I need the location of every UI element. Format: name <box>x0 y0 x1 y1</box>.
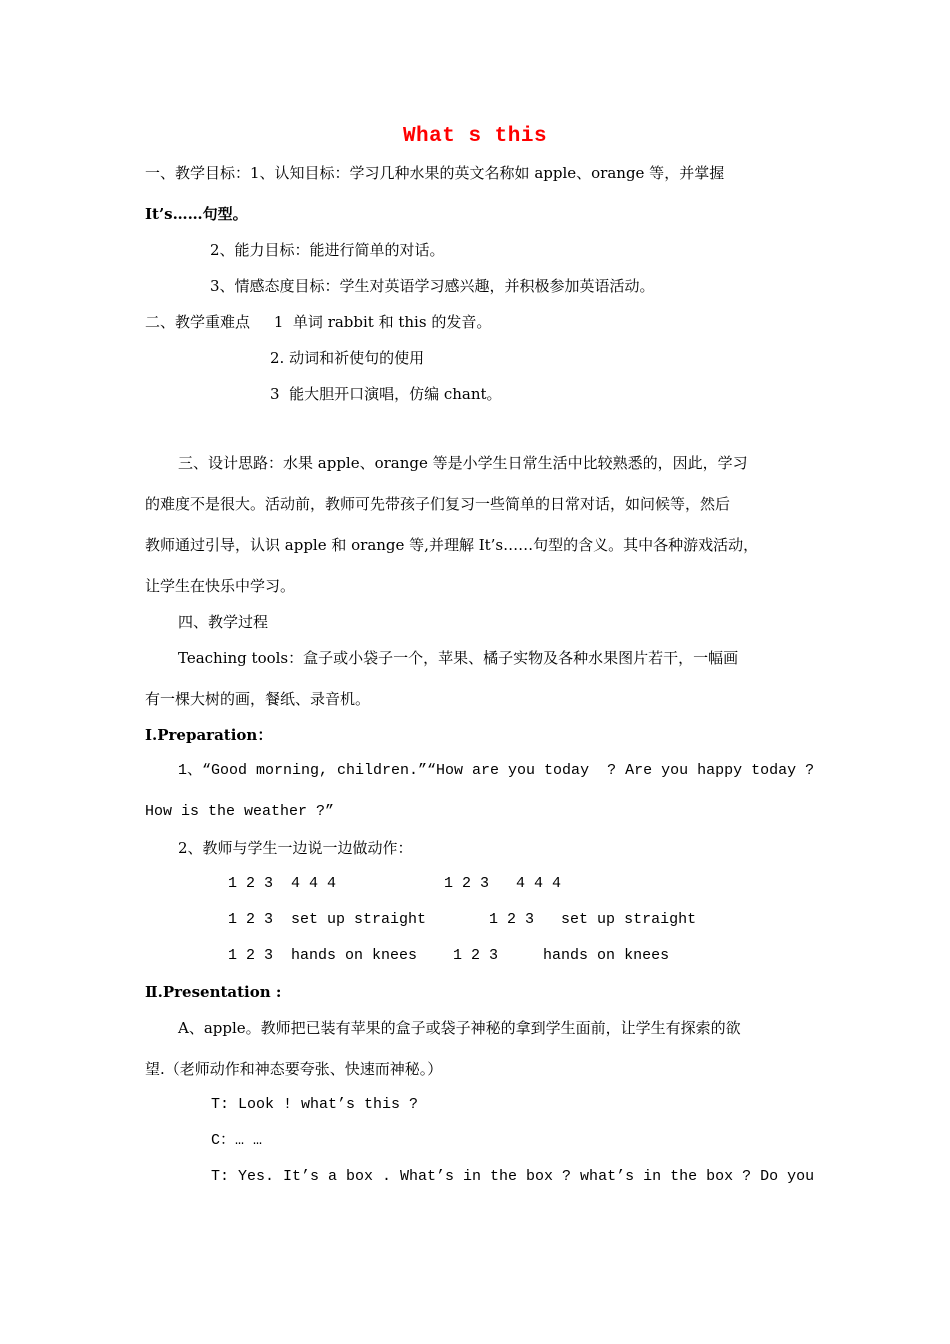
chant-line-2: 1 2 3 set up straight 1 2 3 set up straight <box>228 911 697 928</box>
preparation-heading: Ⅰ.Preparation： <box>145 726 273 744</box>
dialog-line-1: T: Look ! what’s this ? <box>211 1096 419 1113</box>
objectives-line-1: 一、教学目标：1、认知目标：学习几种水果的英文名称如 apple、orange 等，并掌握 <box>145 164 725 182</box>
attitude-goal: 3、情感态度目标：学生对英语学习感兴趣，并积极参加英语活动。 <box>210 277 655 295</box>
chant-line-1: 1 2 3 4 4 4 1 2 3 4 4 4 <box>228 875 562 892</box>
page-title: What s this <box>402 125 548 148</box>
apple-line-2: 望.（老师动作和神态要夸张、快速而神秘。） <box>145 1060 443 1078</box>
greeting-line-2: How is the weather ?” <box>145 803 335 820</box>
objectives-line-2: It’s……句型。 <box>145 205 248 223</box>
key-points-2: 2. 动词和祈使句的使用 <box>270 349 425 367</box>
tools-line-1: Teaching tools：盒子或小袋子一个，苹果、橘子实物及各种水果图片若干，一幅画 <box>178 649 739 667</box>
key-points-3: 3 能大胆开口演唱，仿编 chant。 <box>270 385 502 403</box>
chant-line-3: 1 2 3 hands on knees 1 2 3 hands on knees <box>228 947 670 964</box>
dialog-line-3: T: Yes. It’s a box . What’s in the box ? what’s in the box ? Do you <box>211 1168 815 1185</box>
greeting-line-1: 1、“Good morning, children.”“How are you today ? Are you happy today ? <box>178 762 815 779</box>
ability-goal: 2、能力目标：能进行简单的对话。 <box>210 241 445 259</box>
action-intro: 2、教师与学生一边说一边做动作： <box>178 839 413 857</box>
design-line-2: 的难度不是很大。活动前，教师可先带孩子们复习一些简单的日常对话，如问候等，然后 <box>145 495 731 513</box>
design-line-4: 让学生在快乐中学习。 <box>145 577 296 595</box>
design-line-3: 教师通过引导，认识 apple 和 orange 等,并理解 It’s……句型的含义。其中各种游戏活动， <box>145 536 759 554</box>
presentation-heading: Ⅱ.Presentation : <box>145 983 282 1001</box>
key-points-1: 二、教学重难点 1 单词 rabbit 和 this 的发音。 <box>145 313 492 331</box>
tools-line-2: 有一棵大树的画，餐纸、录音机。 <box>145 690 371 708</box>
design-line-1: 三、设计思路：水果 apple、orange 等是小学生日常生活中比较熟悉的，因此，学习 <box>178 454 748 472</box>
dialog-line-2: C：… … <box>211 1132 263 1149</box>
process-heading: 四、教学过程 <box>178 613 269 631</box>
apple-line-1: A、apple。教师把已装有苹果的盒子或袋子神秘的拿到学生面前，让学生有探索的欲 <box>178 1019 741 1037</box>
